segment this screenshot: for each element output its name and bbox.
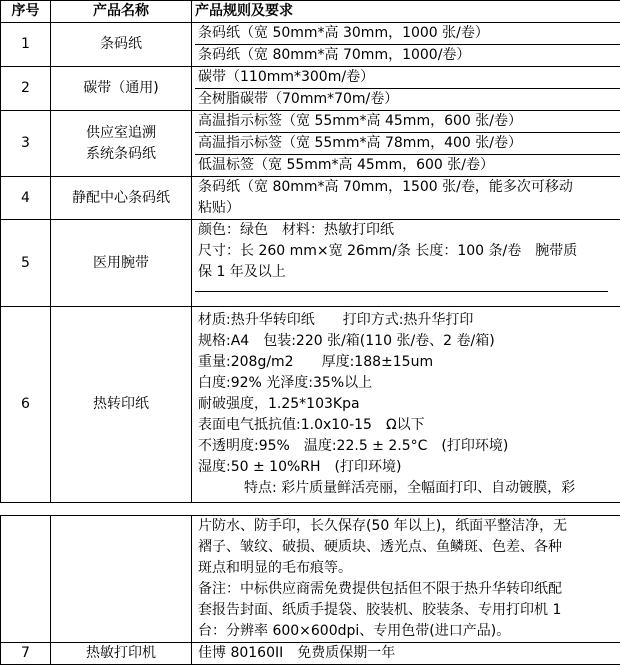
- spec-cell: [192, 643, 620, 665]
- spec-line: 斑点和明显的毛布痕等。: [198, 560, 352, 576]
- serial-no: 4: [1, 177, 51, 220]
- product-name: 热敏打印机: [51, 643, 192, 665]
- serial-no: 7: [1, 643, 51, 665]
- table-row: [1, 643, 620, 665]
- spec-cell: [192, 23, 620, 67]
- spec-cell: [192, 307, 620, 503]
- spec-cell: [192, 177, 620, 220]
- serial-no: 3: [1, 111, 51, 177]
- product-name: 热转印纸: [51, 307, 192, 503]
- table-row: [1, 23, 620, 67]
- header-product-specs: 产品规则及要求: [192, 1, 620, 23]
- spec-line: 高温指示标签（宽 55mm*高 78mm，400 张/卷）: [195, 132, 620, 154]
- table-row: [1, 307, 620, 503]
- spec-line: 碳带（110mm*300m/卷）: [198, 69, 375, 85]
- serial-no: 6: [1, 307, 51, 503]
- spec-cell: [192, 516, 620, 643]
- product-name: [51, 111, 192, 177]
- product-name: [51, 516, 192, 643]
- page-break-gap: [1, 503, 620, 516]
- spec-line: 表面电气抵抗值:1.0x10-15 Ω以下: [198, 417, 425, 433]
- spec-line: 低温标签（宽 55mm*高 45mm，600 张/卷）: [195, 154, 620, 176]
- serial-no: 5: [1, 220, 51, 307]
- spec-line: 片防水、防手印，长久保存(50 年以上)，纸面平整洁净，无: [198, 518, 568, 534]
- serial-no: 1: [1, 23, 51, 67]
- product-name: 医用腕带: [51, 220, 192, 307]
- serial-no: 2: [1, 67, 51, 111]
- spec-line: 尺寸：长 260 mm×宽 26mm/条 长度：100 条/卷 腕带质: [198, 243, 578, 259]
- spec-line: 湿度:50 ± 10%RH (打印环境): [198, 459, 402, 475]
- spec-line: 粘贴）: [198, 200, 240, 216]
- spec-line: 条码纸（宽 80mm*高 70mm，1500 张/卷，能多次可移动: [198, 179, 573, 195]
- spec-line: 台：分辨率 600×600dpi、专用色带(进口产品)。: [198, 623, 511, 639]
- spec-line: 佳博 80160II 免费质保期一年: [198, 645, 396, 661]
- spec-line: 材质:热升华转印纸 打印方式:热升华打印: [198, 312, 474, 328]
- product-name-line: 供应室追溯: [86, 124, 156, 141]
- spec-cell: [192, 67, 620, 111]
- spec-cell: [192, 220, 620, 307]
- table-row: [1, 111, 620, 177]
- spec-line: 套报告封面、纸质手提袋、胶装机、胶装条、专用打印机 1: [198, 602, 562, 618]
- spec-line: 条码纸（宽 80mm*高 70mm，1000/卷）: [195, 44, 620, 66]
- table-row: [1, 220, 620, 307]
- product-name: 静配中心条码纸: [51, 177, 192, 220]
- table-row: [1, 516, 620, 643]
- product-name: 碳带（通用): [51, 67, 192, 111]
- spec-line: 颜色：绿色 材料：热敏打印纸: [198, 222, 394, 238]
- spec-line: 规格:A4 包装:220 张/箱(110 张/卷、2 卷/箱): [198, 333, 495, 349]
- table-header-row: [1, 1, 620, 23]
- spec-cell: [192, 111, 620, 177]
- spec-line: 备注：中标供应商需免费提供包括但不限于热升华转印纸配: [198, 581, 562, 597]
- spec-line: 耐破强度，1.25*103Kpa: [198, 396, 360, 412]
- spec-line: 保 1 年及以上: [198, 264, 286, 280]
- divider: [195, 283, 608, 292]
- header-product-name: 产品名称: [51, 1, 192, 23]
- spec-line: 全树脂碳带（70mm*70m/卷）: [195, 88, 620, 110]
- product-name: 条码纸: [51, 23, 192, 67]
- spec-line: 褶子、皱纹、破损、硬质块、透光点、鱼鳞斑、色差、各种: [198, 539, 562, 555]
- table-row: [1, 177, 620, 220]
- spec-line: 特点: 彩片质量鲜活亮丽，全幅面打印、自动镀膜，彩: [244, 480, 576, 496]
- spec-line: 不透明度:95% 温度:22.5 ± 2.5°C (打印环境): [198, 438, 509, 454]
- serial-no: [1, 516, 51, 643]
- header-serial-no: 序号: [1, 1, 51, 23]
- spec-line: 白度:92% 光泽度:35%以上: [198, 375, 373, 391]
- spec-line: 条码纸（宽 50mm*高 30mm，1000 张/卷）: [198, 25, 489, 41]
- spec-line: 重量:208g/m2 厚度:188±15um: [198, 354, 434, 370]
- spec-line: 高温指示标签（宽 55mm*高 45mm，600 张/卷）: [198, 113, 522, 129]
- table-row: [1, 67, 620, 111]
- product-name-line: 系统条码纸: [86, 145, 156, 162]
